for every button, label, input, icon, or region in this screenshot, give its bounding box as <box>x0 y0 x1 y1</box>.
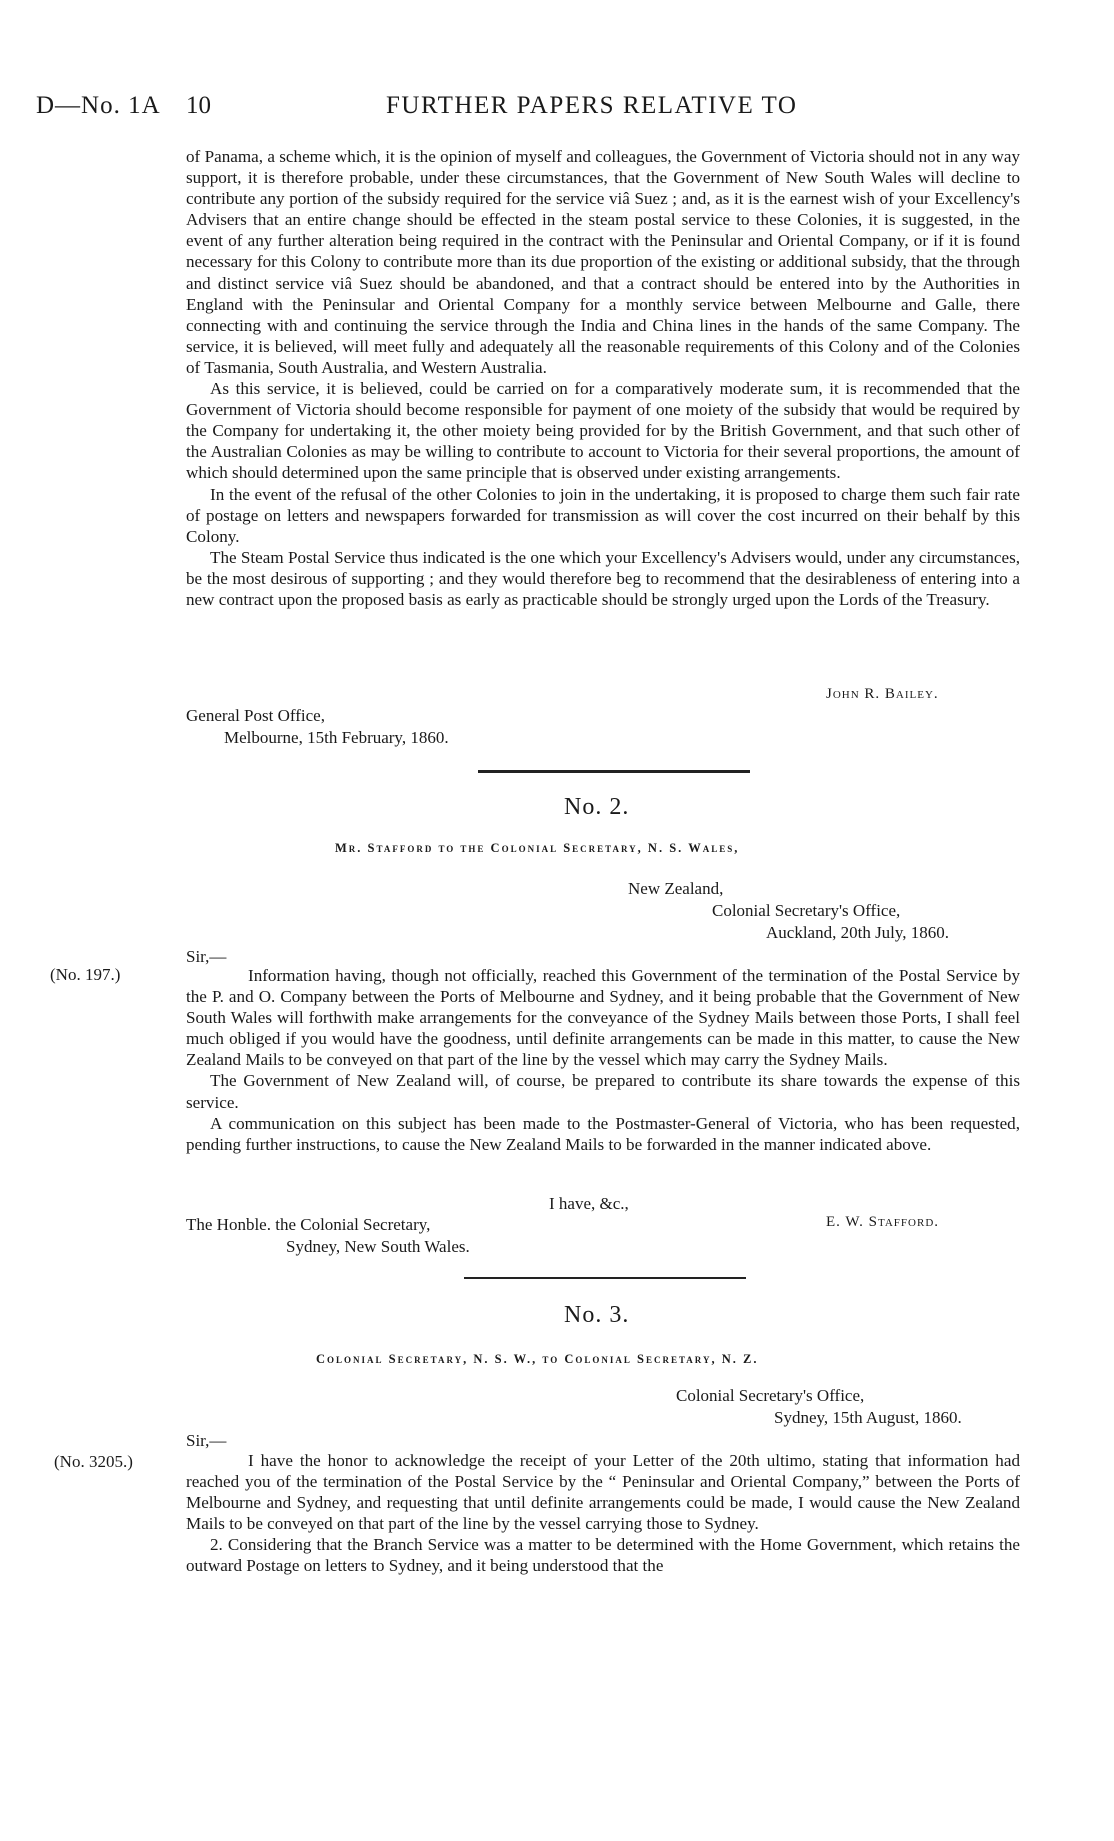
letter1-paragraph-3: In the event of the refusal of the other Colonies to join in the undertaking, it is proposed to charge them such fair rate of postage on letters and newspapers forwarded for transmission as will cover the cost incurred on their behalf by this Colony. <box>186 484 1020 546</box>
letter2-addressee-line1: The Honble. the Colonial Secretary, <box>186 1215 431 1234</box>
letter2-signature: E. W. Stafford. <box>826 1214 940 1230</box>
letter2-address-line1: New Zealand, <box>628 879 724 898</box>
letter3-address-line1: Colonial Secretary's Office, <box>676 1386 865 1405</box>
letter3-margin-reference: (No. 3205.) <box>54 1452 133 1471</box>
letter2-paragraph-2: The Government of New Zealand will, of course, be prepared to contribute its share towards the expense of this service. <box>186 1071 1020 1112</box>
running-title: FURTHER PAPERS RELATIVE TO <box>386 92 798 119</box>
letter3-number: No. 3. <box>564 1302 630 1328</box>
letter3-paragraph-2: 2. Considering that the Branch Service was a matter to be determined with the Home Government, which retains the outward Postage on letters to Sydney, and it being understood that the <box>186 1535 1020 1576</box>
letter1-paragraph-2: As this service, it is believed, could be carried on for a comparatively moderate sum, it is recommended that the Government of Victoria should become responsible for payment of one moiety of the subsidy that would be required by the Company for undertaking it, the other moiety being provided for by the British Government, and that such other of the Australian Colonies as may be willing to contribute to account to Victoria for their several proportions, the amount of which should determined upon the same principle that is observed under existing arrangements. <box>186 379 1020 483</box>
letter1-paragraph-1: of Panama, a scheme which, it is the opinion of myself and colleagues, the Government of Victoria should not in any way support, it is therefore probable, under these circumstances, that the Government of New South Wales will decline to contribute any portion of the subsidy required for the service viâ Suez ; and, as it is the earnest wish of your Excellency's Advisers that an entire change should be effected in the steam postal service to these Colonies, it is suggested, in the event of any further alteration being required in the contract with the Peninsular and Oriental Company, or if it is found necessary for this Colony to contribute more than its due proportion of the existing or additional subsidy, that the through and distinct service viâ Suez should be abandoned, and that a contract should be entered into by the Authorities in England with the Peninsular and Oriental Company for a monthly service between Melbourne and Galle, there connecting with and continuing the service through the India and China lines in the hands of the same Company. The service, it is believed, will meet fully and adequately all the reasonable requirements of this Colony and of the Colonies of Tasmania, South Australia, and Western Australia. <box>186 147 1020 377</box>
letter3-body <box>186 1450 1020 1577</box>
section-divider <box>478 770 750 773</box>
letter2-address-line2: Colonial Secretary's Office, <box>712 901 901 920</box>
letter1-signature: John R. Bailey. <box>826 686 939 702</box>
letter2-body <box>186 965 1020 1155</box>
letter1-paragraph-4: The Steam Postal Service thus indicated is the one which your Excellency's Advisers would, under any circumstances, be the most desirous of supporting ; and they would therefore beg to recommend that the desirableness of entering into a new contract upon the proposed basis as early as practicable should be strongly urged upon the Lords of the Treasury. <box>186 547 1020 609</box>
letter3-paragraph-1: I have the honor to acknowledge the receipt of your Letter of the 20th ultimo, stating that information had reached you of the termination of the Postal Service by the “ Peninsular and Oriental Company,” between the Ports of Melbourne and Sydney, and requesting that until definite arrangements could be made, I would cause the New Zealand Mails to be conveyed on that part of the line by the vessel carrying those to Sydney. <box>186 1451 1020 1534</box>
letter1-place-line1: General Post Office, <box>186 706 325 725</box>
letter2-closing: I have, &c., <box>549 1194 629 1213</box>
letter3-salutation: Sir,— <box>186 1431 227 1450</box>
letter2-margin-reference: (No. 197.) <box>50 965 121 984</box>
letter1-body <box>186 146 1020 610</box>
document-series: D—No. 1A <box>36 92 161 119</box>
letter2-paragraph-3: A communication on this subject has been made to the Postmaster-General of Victoria, who has been requested, pending further instructions, to cause the New Zealand Mails to be forwarded in the manner indicated above. <box>186 1113 1020 1154</box>
page-number: 10 <box>186 92 211 119</box>
letter2-number: No. 2. <box>564 794 630 820</box>
letter3-address-line2: Sydney, 15th August, 1860. <box>774 1408 962 1427</box>
letter2-paragraph-1: Information having, though not officially, reached this Government of the termination of the Postal Service by the P. and O. Company between the Ports of Melbourne and Sydney, and it being probable that the Government of New South Wales will forthwith make arrangements for the conveyance of the Sydney Mails between those Ports, I shall feel much obliged if you would have the goodness, until definite arrangements can be made in this matter, to cause the New Zealand Mails to be conveyed on that part of the line by the vessel which may carry the Sydney Mails. <box>186 966 1020 1070</box>
section-divider-2 <box>464 1277 746 1279</box>
letter1-place-line2: Melbourne, 15th February, 1860. <box>224 728 449 747</box>
letter2-salutation: Sir,— <box>186 947 227 966</box>
letter2-addressee-line2: Sydney, New South Wales. <box>286 1237 470 1256</box>
letter3-caption: Colonial Secretary, N. S. W., to Colonial Secretary, N. Z. <box>316 1352 759 1366</box>
letter2-caption: Mr. Stafford to the Colonial Secretary, N. S. Wales, <box>335 841 740 855</box>
letter2-address-line3: Auckland, 20th July, 1860. <box>766 923 950 942</box>
